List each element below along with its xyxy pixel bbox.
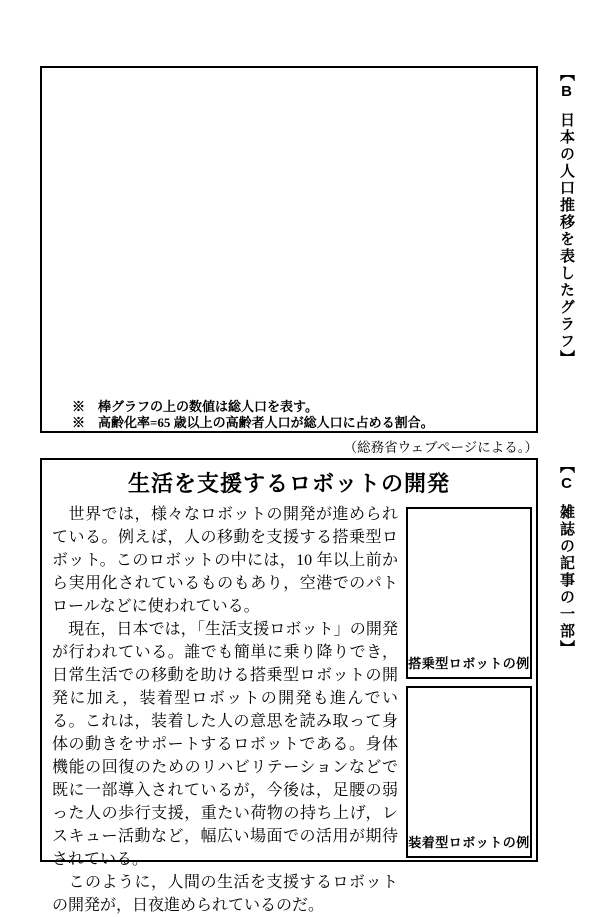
wearable-robot-caption: 装着型ロボットの例 bbox=[408, 835, 530, 850]
population-chart bbox=[40, 66, 538, 433]
article-figures bbox=[406, 507, 532, 917]
chart-attribution: （総務省ウェブページによる。） bbox=[343, 440, 538, 455]
article-paragraph-3: このように，人間の生活を支援するロボットの開発が，日夜進められているのだ。 bbox=[52, 874, 398, 914]
article-body bbox=[42, 503, 536, 917]
section-b-label bbox=[545, 66, 577, 367]
article-title: 生活を支援するロボットの開発 bbox=[127, 471, 450, 496]
section-c-letter: C bbox=[558, 475, 575, 494]
section-c-label-text: 雑誌の記事の一部 bbox=[558, 504, 575, 640]
section-c-label bbox=[545, 458, 577, 657]
section-b-bracket-close: 】 bbox=[558, 350, 575, 367]
section-c-bracket-open: 【 bbox=[558, 458, 575, 475]
article-box bbox=[40, 458, 538, 914]
article-text bbox=[52, 503, 398, 917]
population-chart-svg bbox=[42, 68, 536, 398]
section-b-label-text: 日本の人口推移を表したグラフ bbox=[558, 112, 575, 350]
wearable-robot-figure bbox=[406, 686, 532, 858]
chart-note-2: ※ 高齢化率=65 歳以上の高齢者人口が総人口に占める割合。 bbox=[72, 415, 434, 430]
chart-notes bbox=[72, 399, 536, 431]
article-paragraph-2: 現在，日本では，「生活支援ロボット」の開発が行われている。誰でも簡単に乗り降りでき，日常生活での移動を助ける搭乗型ロボットの開発に加え，装着型ロボットの開発も進んでいる。これは，装着した人の意思を読み取って身体の動きをサポートするロボットである。身体機能の回復のためのリハビリテーションなどで既に一部導入されているが，今後は，足腰の弱った人の歩行支援，重たい荷物の持ち上げ，レスキュー活動など，幅広い場面での活用が期待されている。 bbox=[52, 621, 398, 868]
riding-robot-figure bbox=[406, 507, 532, 679]
riding-robot-caption: 搭乗型ロボットの例 bbox=[408, 656, 530, 671]
section-b-bracket-open: 【 bbox=[558, 66, 575, 83]
section-c-bracket-close: 】 bbox=[558, 640, 575, 657]
section-b-letter: B bbox=[558, 83, 575, 102]
article-paragraph-1: 世界では，様々なロボットの開発が進められている。例えば，人の移動を支援する搭乗型ロボット。このロボットの中には，10 年以上前から実用化されているものもあり，空港でのパトロールなどに使われている。 bbox=[52, 506, 398, 615]
chart-note-1: ※ 棒グラフの上の数値は総人口を表す。 bbox=[72, 399, 318, 414]
